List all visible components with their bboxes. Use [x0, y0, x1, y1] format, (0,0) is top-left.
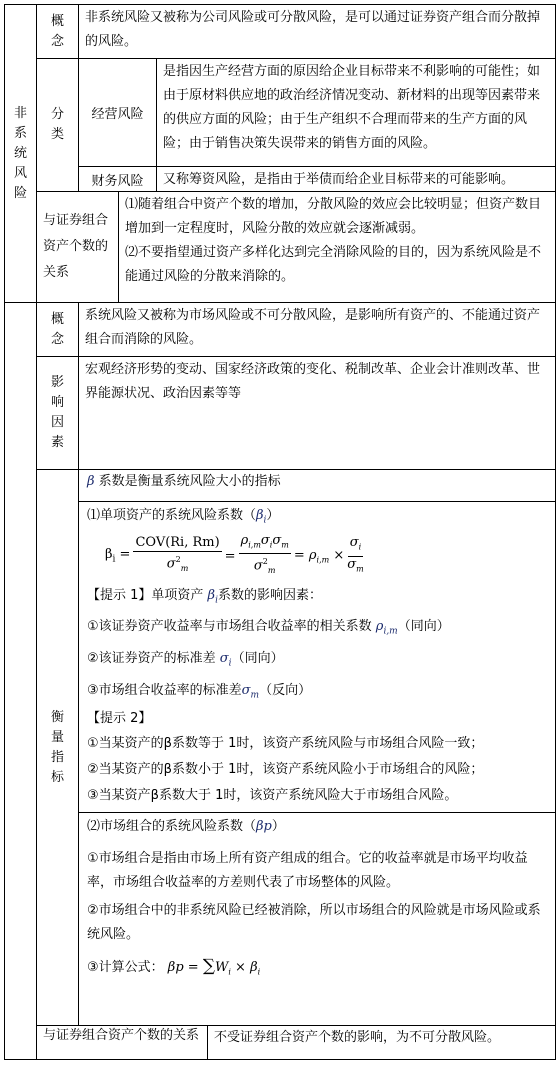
unsys-concept-text: 非系统风险又被称为公司风险或可分散风险，是可以通过证券资产组合而分散掉的风险。 — [78, 4, 556, 59]
unsys-relation-p2: ⑵不要指望通过资产多样化达到完全消除风险的目的，因为系统风险是不能通过风险的分散来消除的。 — [125, 245, 542, 284]
beta-intro: β 系数是衡量系统风险大小的指标 — [87, 474, 281, 489]
hint1-item: ①该证券资产收益率与市场组合收益率的相关系数 $\rho_{i,m}$（同向） — [87, 619, 450, 637]
hint2-title: 【提示 2】 — [87, 711, 152, 726]
sys-measure-label: 衡 量 指 标 — [36, 469, 79, 1026]
sys-factor-text: 宏观经济形势的变动、国家经济政策的变化、税制改革、企业会计准则改革、世界能源状况、政治因素等等 — [78, 356, 556, 470]
sys-relation-text: 不受证券组合资产个数的影响，为不可分散风险。 — [207, 1025, 556, 1060]
unsys-title-char: 系 — [13, 125, 27, 141]
beta-symbol: β — [87, 474, 95, 489]
divider — [79, 812, 555, 813]
divider — [79, 501, 555, 502]
unsys-title-char: 非 — [13, 105, 27, 121]
unsys-title-char: 统 — [13, 145, 27, 161]
sys-concept-label: 概 念 — [36, 302, 79, 357]
market-p2: ②市场组合中的非系统风险已经被消除，所以市场组合的风险就是市场风险或系统风险。 — [87, 903, 541, 942]
market-title: ⑵市场组合的系统风险系数（βp） — [87, 819, 285, 834]
sys-factor-label: 影 响 因 素 — [36, 356, 79, 470]
unsys-title-char: 险 — [13, 185, 27, 201]
unsys-title-char: 风 — [13, 165, 27, 181]
biz-risk-text: 是指因生产经营方面的原因给企业目标带来不利影响的可能性；如由于原材料供应地的政治经济情况变动、新材料的出现等因素带来的供应方面的风险；由于生产组织不合理而带来的生产方面的风险；由于销售决策失误带来的销售方面的风险。 — [156, 58, 556, 167]
unsys-title-cell — [4, 4, 37, 303]
formula-cov: COV(Ri, Rm) — [135, 535, 220, 551]
sys-measure-content — [78, 469, 556, 1026]
hint2-item: ③当某资产β系数大于 1时，该资产系统风险大于市场组合风险。 — [87, 788, 458, 803]
hint1-item: ②该证券资产的标准差 $\sigma_i$（同向） — [87, 651, 284, 669]
hint2-item: ②当某资产的β系数小于 1时，该资产系统风险小于市场组合的风险； — [87, 762, 484, 777]
single-asset-title: ⑴单项资产的系统风险系数$(\beta_i)$ — [87, 508, 280, 526]
market-p1: ①市场组合是指由市场上所有资产组成的组合。它的收益率就是市场平均收益率，市场组合收益率的方差则代表了市场整体的风险。 — [87, 851, 528, 890]
market-p3: ③计算公式： $\beta p = \sum W_i \times \beta_i$ — [87, 956, 261, 977]
biz-risk-label: 经营风险 — [78, 58, 157, 167]
unsys-relation-p1: ⑴随着组合中资产个数的增加，分散风险的效应会比较明显；但资产数目增加到一定程度时，风险分散的效应就会逐渐减弱。 — [125, 197, 542, 236]
market-formula: $\beta p = \sum W_i \times \beta_i$ — [167, 956, 261, 977]
unsys-relation-text — [118, 191, 556, 303]
unsys-concept-label: 概 念 — [36, 4, 79, 59]
hint1-item: ③市场组合收益率的标准差$\sigma_m$（反向） — [87, 683, 312, 701]
fin-risk-label: 财务风险 — [78, 166, 157, 192]
sys-relation-label: 与证券组合资产个数的关系 — [36, 1025, 208, 1060]
beta-formula: $\beta_i$ = $\frac{\text{COV(Ri, Rm)}}{\sigma^2_m}$ = $\frac{\rho_{i,m}\sigma_i\sigma_m}{\sigma^2_m}$ = $\rho_{i,m}$ × $\frac{\sigma_i}{\sigma_m}$ — [105, 532, 364, 576]
unsys-class-label: 分 类 — [36, 58, 79, 192]
sys-title-cell — [4, 302, 37, 1060]
hint1-title: 【提示 1】单项资产 $\beta_i$系数的影响因素： — [87, 588, 322, 606]
unsys-relation-label: 与证券组合资产个数的关系 — [36, 191, 119, 303]
sys-concept-text: 系统风险又被称为市场风险或不可分散风险，是影响所有资产的、不能通过资产组合而消除的风险。 — [78, 302, 556, 357]
fin-risk-text: 又称筹资风险，是指由于举债而给企业目标带来的可能影响。 — [156, 166, 556, 192]
hint2-item: ①当某资产的β系数等于 1时，该资产系统风险与市场组合风险一致； — [87, 736, 484, 751]
